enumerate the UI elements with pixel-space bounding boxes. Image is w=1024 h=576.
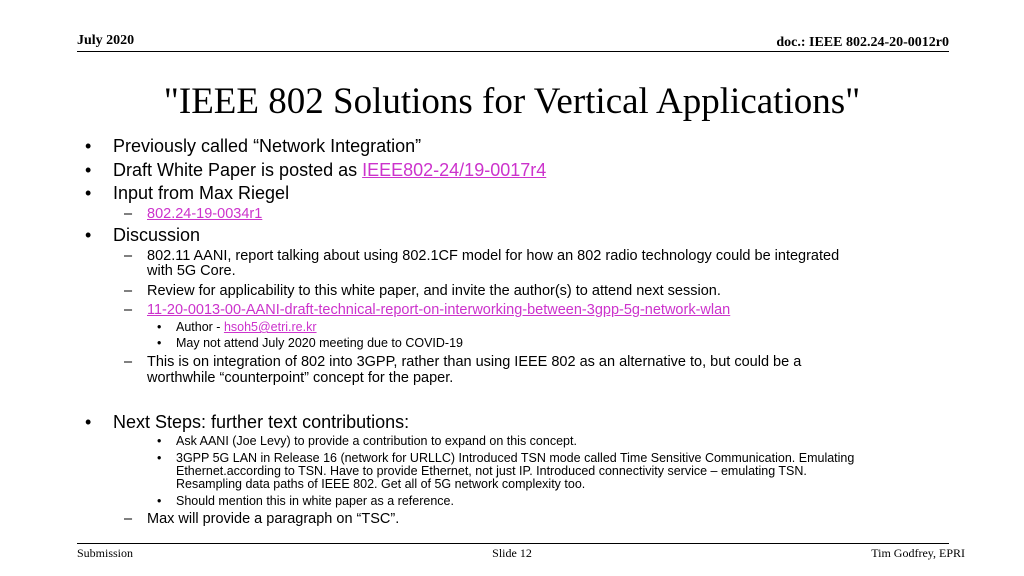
- aani-report-line2: with 5G Core.: [147, 263, 236, 279]
- header-doc-id: doc.: IEEE 802.24-20-0012r0: [776, 35, 949, 50]
- dash-marker: –: [124, 283, 133, 299]
- small-bullet-marker: •: [157, 494, 162, 508]
- slide-title: "IEEE 802 Solutions for Vertical Applications": [163, 81, 861, 122]
- bullet-next-steps: Next Steps: further text contributions:: [113, 412, 410, 432]
- bullet-marker: •: [85, 412, 92, 432]
- header-date: July 2020: [77, 33, 135, 48]
- bullet-marker: •: [85, 225, 92, 245]
- covid-note: May not attend July 2020 meeting due to COVID-19: [176, 336, 463, 350]
- footer-submission: Submission: [77, 546, 134, 560]
- max-paragraph: Max will provide a paragraph on “TSC”.: [147, 511, 400, 527]
- small-bullet-marker: •: [157, 320, 162, 334]
- bullet-discussion: Discussion: [113, 225, 201, 245]
- small-bullet-marker: •: [157, 434, 162, 448]
- small-bullet-marker: •: [157, 451, 162, 465]
- sub-doc-link-row: [147, 206, 262, 222]
- integration-note-line2: worthwhile “counterpoint” concept for the paper.: [147, 370, 454, 386]
- dash-marker: –: [124, 354, 133, 370]
- review-applicability: Review for applicability to this white paper, and invite the author(s) to attend next session.: [147, 283, 721, 299]
- white-paper-link[interactable]: IEEE802-24/19-0017r4: [362, 160, 547, 180]
- tsn-note-line2: Ethernet.according to TSN. Have to provide Ethernet, not just IP. Introduced connectivity service – emulating TSN.: [176, 464, 807, 478]
- bullet-marker: •: [85, 160, 92, 180]
- dash-marker: –: [124, 248, 133, 264]
- bullet-previously-called: Previously called “Network Integration”: [113, 136, 422, 156]
- bullet-marker: •: [85, 183, 92, 203]
- bullet-marker: •: [85, 136, 92, 156]
- aani-doc-link-row: [147, 302, 730, 318]
- footer-divider: [77, 543, 949, 544]
- integration-note-line1: This is on integration of 802 into 3GPP, rather than using IEEE 802 as an alternative to, but could be a: [147, 354, 802, 370]
- ask-aani: Ask AANI (Joe Levy) to provide a contribution to expand on this concept.: [176, 434, 577, 448]
- bullet-draft-white-paper: [113, 160, 546, 181]
- small-bullet-marker: •: [157, 336, 162, 350]
- dash-marker: –: [124, 302, 133, 318]
- author-email-link[interactable]: hsoh5@etri.re.kr: [223, 320, 317, 334]
- author-label: Author -: [176, 320, 224, 334]
- doc-0034r1-link[interactable]: 802.24-19-0034r1: [147, 206, 263, 222]
- tsn-note-line3: Resampling data paths of IEEE 802. Get all of 5G network complexity too.: [176, 477, 586, 491]
- author-row: [176, 320, 317, 334]
- footer-author: Tim Godfrey, EPRI: [871, 546, 965, 560]
- tsn-note-line1: 3GPP 5G LAN in Release 16 (network for URLLC) Introduced TSN mode called Time Sensitive Communication. Emulating: [176, 451, 855, 465]
- mention-reference: Should mention this in white paper as a reference.: [176, 494, 454, 508]
- bullet-input-max: Input from Max Riegel: [113, 183, 290, 203]
- aani-draft-report-link[interactable]: 11-20-0013-00-AANI-draft-technical-report-on-interworking-between-3gpp-5g-network-wlan: [147, 302, 731, 318]
- bullet-draft-text: Draft White Paper is posted as: [113, 160, 363, 180]
- footer-slide-number: Slide 12: [492, 546, 532, 560]
- aani-report-line1: 802.11 AANI, report talking about using 802.1CF model for how an 802 radio technology could be integrated: [147, 248, 840, 264]
- dash-marker: –: [124, 511, 133, 527]
- dash-marker: –: [124, 206, 133, 222]
